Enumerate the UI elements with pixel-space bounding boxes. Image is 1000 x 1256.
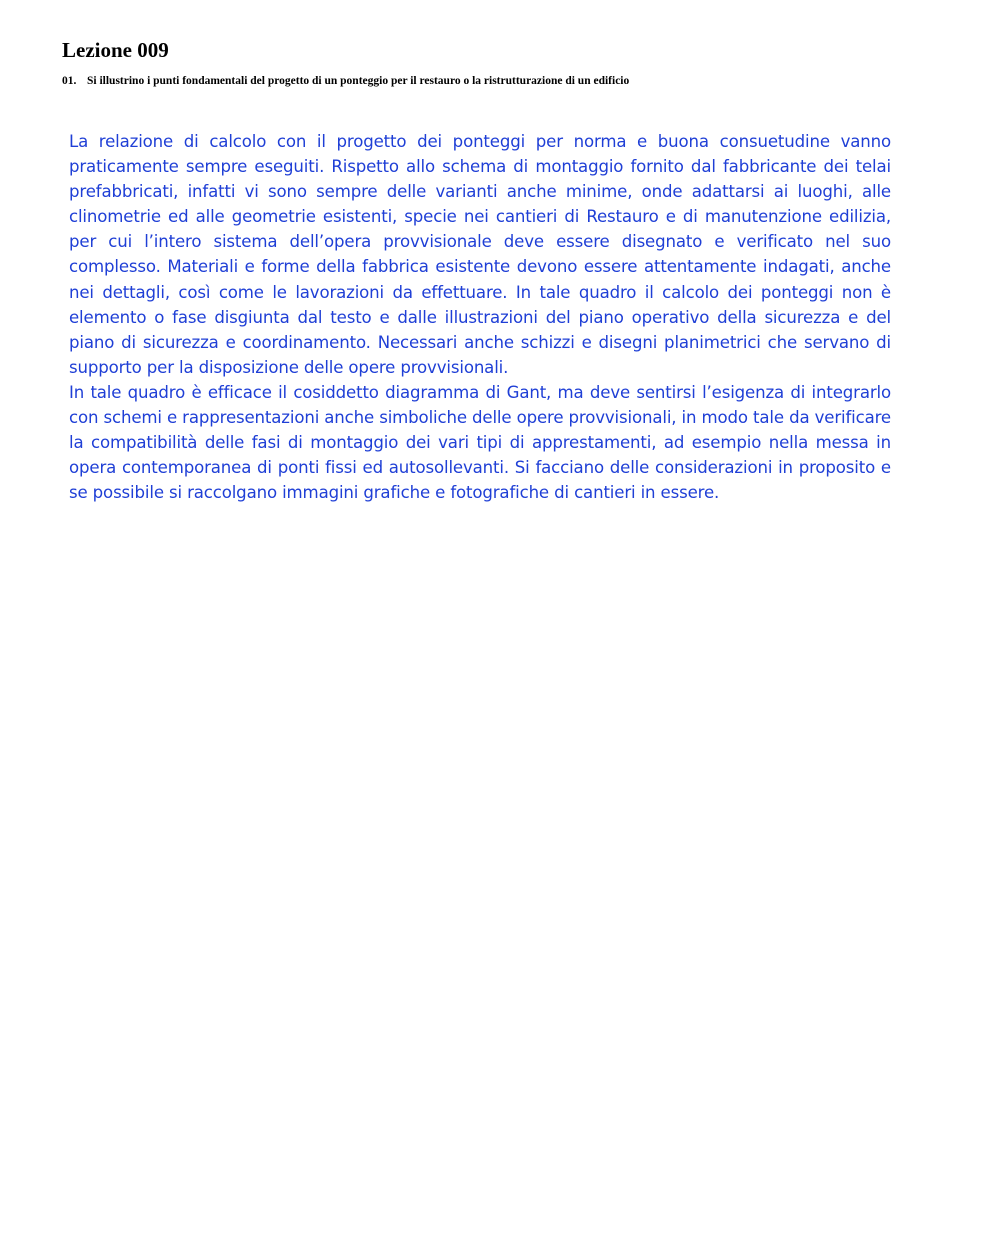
question-heading — [62, 73, 942, 89]
answer-paragraph-1: La relazione di calcolo con il progetto dei ponteggi per norma e buona consuetudine vanno praticamente sempre eseguiti. Rispetto allo schema di montaggio fornito dal fabbricante dei telai prefabbricati, infatti vi sono sempre delle varianti anche minime, onde adattarsi ai luoghi, alle clinometrie ed alle geometrie esistenti, specie nei cantieri di Restauro e di manutenzione edilizia, per cui l’intero sistema dell’opera provvisionale deve essere disegnato e verificato nel suo complesso. Materiali e forme della fabbrica esistente devono essere attentamente indagati, anche nei dettagli, così come le lavorazioni da effettuare. In tale quadro il calcolo dei ponteggi non è elemento o fase disgiunta dal testo e dalle illustrazioni del piano operativo della sicurezza e del piano di sicurezza e coordinamento. Necessari anche schizzi e disegni planimetrici che servano di supporto per la disposizione delle opere provvisionali. — [69, 132, 891, 377]
question-text: Si illustrino i punti fondamentali del progetto di un ponteggio per il restauro o la ristrutturazione di un edificio — [87, 75, 630, 87]
answer-body — [69, 129, 891, 505]
lesson-title: Lezione 009 — [62, 38, 169, 62]
question-number: 01. — [62, 75, 77, 87]
answer-paragraph-2: In tale quadro è efficace il cosiddetto diagramma di Gant, ma deve sentirsi l’esigenza di integrarlo con schemi e rappresentazioni anche simboliche delle opere provvisionali, in modo tale da verificare la compatibilità delle fasi di montaggio dei vari tipi di apprestamenti, ad esempio nella messa in opera contemporanea di ponti fissi ed autosollevanti. Si facciano delle considerazioni in proposito e se possibile si raccolgano immagini grafiche e fotografiche di cantieri in essere. — [69, 382, 891, 503]
